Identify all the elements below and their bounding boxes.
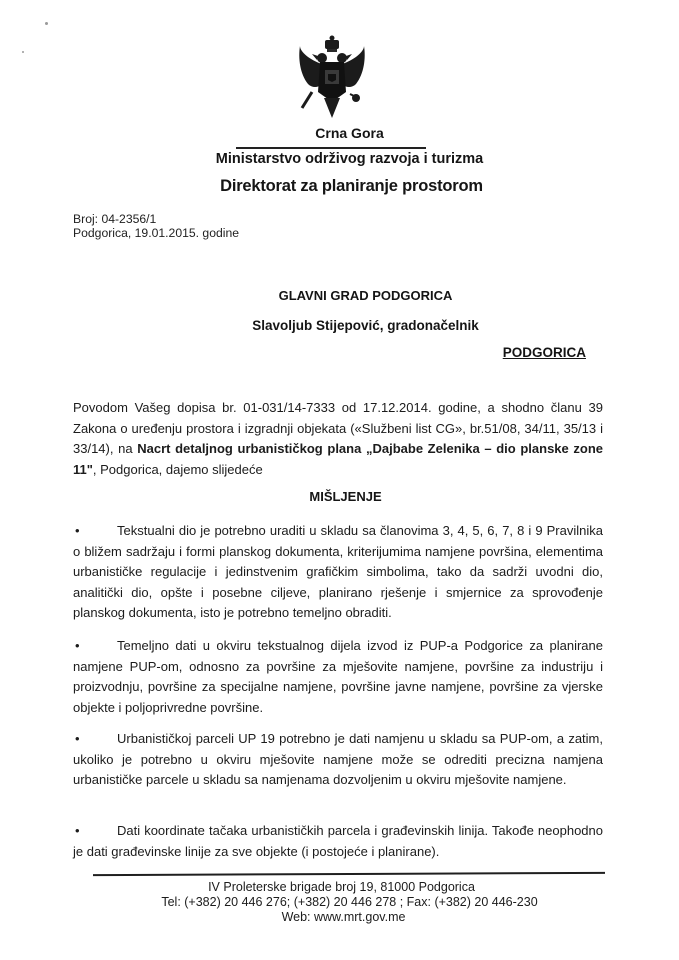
opinion-item-text: Tekstualni dio je potrebno uraditi u skladu sa članovima 3, 4, 5, 6, 7, 8 i 9 Pravilnika o bližem sadržaju i formi planskog dokumenta, kriterijumima namjene površina, elementima urbanističke regulacije i jedinstvenim grafičkim simbolima, tako da sadrži uvodni dio, analitički dio, opšte i posebne ciljeve, planirano rješenje i smjernice za sprovođenje planskog dokumenta, isto je potrebno temeljno obraditi. [73, 523, 603, 620]
header-divider [236, 147, 426, 149]
recipient-person: Slavoljub Stijepović, gradonačelnik [252, 318, 479, 333]
plan-title: Nacrt detaljnog urbanističkog plana „Dajbabe Zelenika – dio planske zone 11" [73, 441, 604, 477]
reference-number: Broj: 04-2356/1 [73, 212, 157, 226]
opinion-item [73, 729, 603, 791]
footer-address: IV Proleterske brigade broj 19, 81000 Podgorica [208, 880, 475, 894]
intro-text-end: , Podgorica, dajemo slijedeće [92, 461, 263, 477]
footer-web: Web: www.mrt.gov.me [281, 910, 406, 924]
scan-speck [22, 51, 24, 53]
opinion-item-text: Temeljno dati u okviru tekstualnog dijela izvod iz PUP-a Podgorice za planirane namjene PUP-om, odnosno za površine za mješovite namjene, površine za industriju i proizvodnju, površine za specijalne namjene, površine javne namjene, površine za vjerske objekte i poljoprivredne površine. [73, 638, 603, 715]
opinion-item-text: Urbanističkoj parceli UP 19 potrebno je dati namjenu u skladu sa PUP-om, a zatim, ukoliko je potrebno u okviru mješovite namjene može se odrediti precizna namjena urbanističke parcele u skladu sa namjenama dozvoljenim u okviru mješovite namjene. [73, 731, 603, 787]
bullet-icon: • [75, 823, 80, 838]
country-name: Crna Gora [315, 125, 384, 141]
directorate-name: Direktorat za planiranje prostorom [220, 177, 483, 195]
intro-text: Povodom Vašeg dopisa br. 01-031/14-7333 od 17.12.2014. godine, a shodno članu 39 Zakona o uređenju prostora i izgradnji objekata («Službeni list CG», br.51/08, 34/11, 35/13 i 33/14), na [73, 400, 603, 456]
opinion-item [73, 821, 603, 862]
footer-divider [93, 872, 605, 876]
recipient-city: PODGORICA [502, 345, 586, 360]
bullet-icon: • [75, 731, 80, 746]
ministry-name: Ministarstvo održivog razvoja i turizma [215, 151, 484, 167]
footer-phones: Tel: (+382) 20 446 276; (+382) 20 446 278 ; Fax: (+382) 20 446-230 [161, 895, 538, 909]
bullet-icon: • [75, 523, 80, 538]
scan-speck [45, 22, 48, 25]
place-and-date: Podgorica, 19.01.2015. godine [73, 226, 240, 240]
coat-of-arms-icon [292, 34, 372, 122]
bullet-icon: • [75, 638, 80, 653]
opinion-item [73, 636, 603, 718]
opinion-item [73, 521, 603, 624]
opinion-heading: MIŠLJENJE [309, 489, 382, 504]
intro-paragraph [73, 398, 603, 480]
recipient-organization: GLAVNI GRAD PODGORICA [278, 288, 453, 303]
opinion-item-text: Dati koordinate tačaka urbanističkih parcela i građevinskih linija. Takođe neophodno je dati građevinske linije za sve objekte (i postojeće i planirane). [73, 823, 603, 859]
